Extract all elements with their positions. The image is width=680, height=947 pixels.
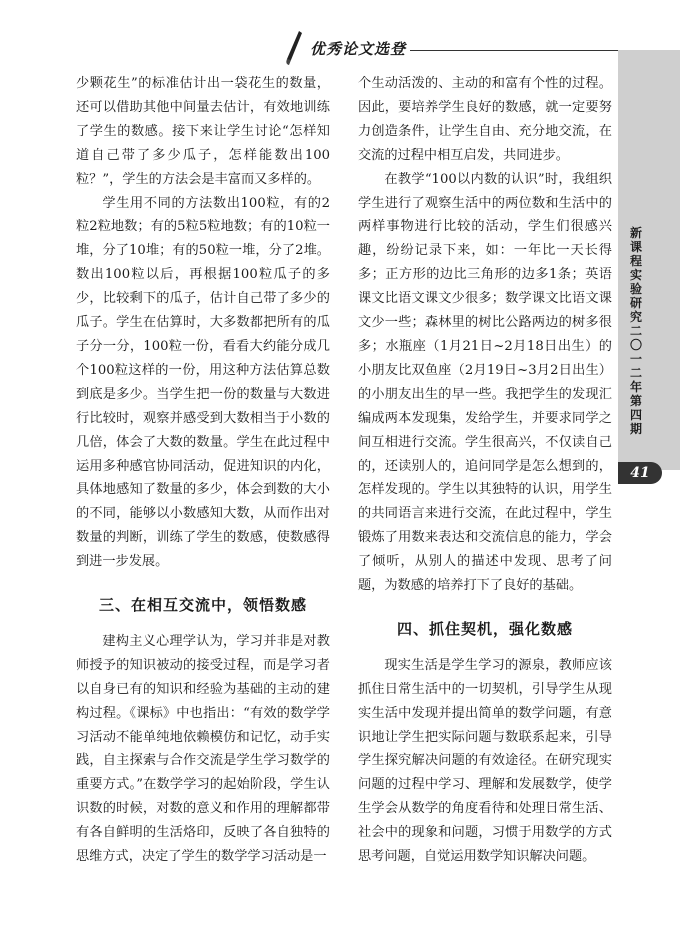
page-number: 41 (618, 462, 662, 484)
paragraph: 现实生活是学生学习的源泉，教师应该抓住日常生活中的一切契机，引导学生从现实生活中发现并提出简单的数学问题，有意识地让学生把实际问题与数联系起来，引导学生探究解决问题的有效途径。在研究现实问题的过程中学习、理解和发展数学，使学生学会从数学的角度看待和处理日常生活、社会中的现象和问题，习惯于用数学的方式思考问题，自觉运用数学知识解决问题。 (358, 657, 612, 865)
journal-info: 新课程实验研究 二〇一二年 第四期 (630, 226, 655, 436)
section-heading: 四、抓住契机，强化数感 (396, 619, 573, 638)
paragraph: 在教学“100以内数的认识”时，我组织学生进行了观察生活中的两位数和生活中的两样事物进行比较的活动，学生们很感兴趣，纷纷记录下来，如：一年比一天长得多；正方形的边比三角形的边多1条；英语课文比语文课文少很多；数学课文比语文课文少一些；森林里的树比公路两边的树多很多；水瓶座（1月21日~2月18日出生）的小朋友比双鱼座（2月19日~3月2日出生）的小朋友出生的早一些。我把学生的发现汇编成两本发现集，发给学生，并要求同学之间互相进行交流。学生很高兴，不仅读自己的，还读别人的，追问同学是怎么想到的，怎样发现的。学生以其独特的认识，用学生的共同语言来进行交流，在此过程中，学生锻炼了用数来表达和交流信息的能力，学会了倾听，从别人的描述中发现、思考了问题，为数感的培养打下了良好的基础。 (358, 171, 612, 594)
paragraph: 建构主义心理学认为，学习并非是对教师授予的知识被动的接受过程，而是学习者以自身已有的知识和经验为基础的主动的建构过程。《课标》中也指出：“有效的数学学习活动不能单纯地依赖模仿和记忆，动手实践，自主探索与合作交流是学生学习数学的重要方式。”在数学学习的起始阶段，学生认识数的时候，对数的意义和作用的理解都带有各自鲜明的生活烙印，反映了各自独特的思维方式，决定了学生的数学学习活动是一 (76, 633, 330, 865)
left-column (76, 72, 330, 869)
paragraph: 少颗花生”的标准估计出一袋花生的数量，还可以借助其他中间量去估计，有效地训练了学生的数感。接下来让学生讨论“怎样知道自己带了多少瓜子，怎样能数出100粒？”，学生的方法会是丰富而又多样的。 (76, 76, 330, 187)
section-heading: 三、在相互交流中，领悟数感 (98, 596, 307, 615)
paragraph: 个生动活泼的、主动的和富有个性的过程。因此，要培养学生良好的数感，就一定要努力创造条件，让学生自由、充分地交流，在交流的过程中相互启发，共同进步。 (358, 76, 612, 163)
side-tab (618, 50, 680, 470)
paragraph: 学生用不同的方法数出100粒，有的2粒2粒地数；有的5粒5粒地数；有的10粒一堆，分了10堆；有的50粒一堆，分了2堆。数出100粒以后，再根据100粒瓜子的多少，比较剩下的瓜子，估计自己带了多少的瓜子。学生在估算时，大多数都把所有的瓜子分一分，100粒一份，看看大约能分成几个100粒这样的一份，用这种方法估算总数到底是多少。当学生把一份的数量与大数进行比较时，观察并感受到大数相当于小数的几倍，体会了大数的数量。学生在此过程中运用多种感官协同活动，促进知识的内化，具体地感知了数量的多少，体会到数的大小的不同，能够以小数感知大数，从而作出对数量的判断，训练了学生的数感，使数感得到进一步发展。 (76, 195, 330, 570)
header-rule (410, 50, 635, 51)
right-column (358, 72, 612, 869)
brush-icon (283, 30, 303, 66)
page-header (0, 28, 680, 68)
header-title: 优秀论文选登 (310, 40, 407, 58)
